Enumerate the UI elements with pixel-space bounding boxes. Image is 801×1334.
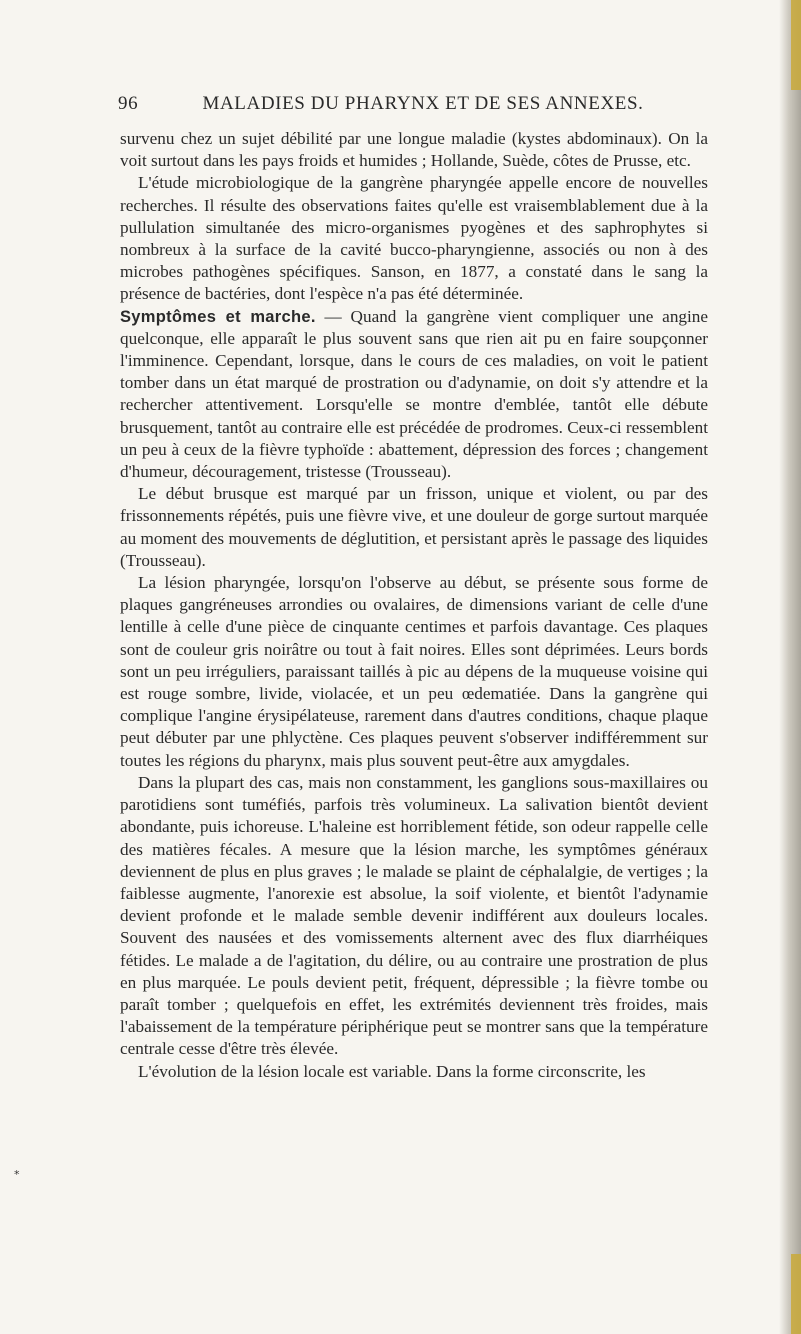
page-number: 96: [118, 93, 139, 114]
page-edge-gilt-bottom: [791, 1254, 801, 1334]
body-text: [120, 128, 708, 1083]
paragraph: [120, 572, 708, 772]
page-edge-gilt-top: [791, 0, 801, 90]
paragraph-text: Dans la plupart des cas, mais non constamment, les ganglions sous-maxillaires ou parotidiens sont tuméfiés, parfois très volumineux. La salivation bientôt devient abondante, puis ichoreuse. L'haleine est horriblement fétide, son odeur rappelle celle des matières fécales. A mesure que la lésion marche, les symptômes généraux deviennent de plus en plus graves ; le malade se plaint de céphalalgie, de vertiges ; la faiblesse augmente, l'anorexie est absolue, la soif violente, et bientôt l'adynamie devient profonde et le malade semble devenir indifférent aux douleurs locales. Souvent des nausées et des vomissements alternent avec des flux diarrhéiques fétides. Le malade a de l'agitation, du délire, ou au contraire une prostration de plus en plus marquée. Le pouls devient petit, fréquent, dépressible ; la fièvre tombe ou paraît tomber ; quelquefois en effet, les extrémités deviennent très froides, mais l'abaissement de la température périphérique peut se montrer sans que la température centrale cesse d'être très élevée.: [120, 772, 708, 1059]
paragraph: [120, 1061, 708, 1083]
paragraph-text: — Quand la gangrène vient compliquer une angine quelconque, elle apparaît le plus souvent sans que rien ait pu en faire soupçonner l'imminence. Cependant, lorsque, dans le cours de ces maladies, on voit le patient tomber dans un état marqué de prostration ou d'adynamie, on doit s'y attendre et la rechercher attentivement. Lorsqu'elle se montre d'emblée, tantôt elle débute brusquement, tantôt au contraire elle est précédée de prodromes. Ceux-ci ressemblent un peu à ceux de la fièvre typhoïde : abattement, dépression des forces ; changement d'humeur, découragement, tristesse (Trousseau).: [120, 306, 709, 482]
margin-mark: *: [14, 1168, 20, 1181]
page-header: [118, 93, 708, 117]
page-edge-shadow: [779, 0, 801, 1334]
paragraph: [120, 128, 708, 172]
paragraph: [120, 483, 708, 572]
paragraph-text: L'évolution de la lésion locale est variable. Dans la forme circonscrite, les: [138, 1061, 646, 1081]
paragraph-text: survenu chez un sujet débilité par une longue maladie (kystes abdominaux). On la voit surtout dans les pays froids et humides ; Hollande, Suède, côtes de Prusse, etc.: [120, 129, 708, 171]
paragraph: [120, 306, 708, 484]
paragraph-text: La lésion pharyngée, lorsqu'on l'observe au début, se présente sous forme de plaques gangréneuses arrondies ou ovalaires, de dimensions variant de celle d'une lentille à celle d'une pièce de cinquante centimes et parfois davantage. Ces plaques sont de couleur gris noirâtre ou tout à fait noires. Elles sont déprimées. Leurs bords sont un peu irréguliers, paraissant taillés à pic au dépens de la muqueuse voisine qui est rouge sombre, livide, violacée, et un peu œdematiée. Dans la gangrène qui complique l'angine érysipélateuse, rarement dans d'autres conditions, chaque plaque peut débuter par une phlyctène. Ces plaques peuvent s'observer indifféremment sur toutes les régions du pharynx, mais plus souvent peut-être aux amygdales.: [120, 573, 708, 770]
paragraph-text: Le début brusque est marqué par un frisson, unique et violent, ou par des frissonnements répétés, puis une fièvre vive, et une douleur de gorge surtout marquée au moment des mouvements de déglutition, et persistant après le passage des liquides (Trousseau).: [120, 484, 708, 570]
paragraph: [120, 172, 708, 305]
running-title: MALADIES DU PHARYNX ET DE SES ANNEXES.: [202, 93, 644, 114]
paragraph-text: L'étude microbiologique de la gangrène pharyngée appelle encore de nouvelles recherches. Il résulte des observations faites qu'elle est vraisemblablement due à la pullulation simultanée des micro-organismes pyogènes et des saphrophytes si nombreux à la surface de la cavité bucco-pharyngienne, associés ou non à des microbes pathogènes spécifiques. Sanson, en 1877, a constaté dans le sang la présence de bactéries, dont l'espèce n'a pas été déterminée.: [120, 173, 708, 304]
section-heading: Symptômes et marche.: [120, 307, 316, 326]
paragraph: [120, 772, 708, 1061]
